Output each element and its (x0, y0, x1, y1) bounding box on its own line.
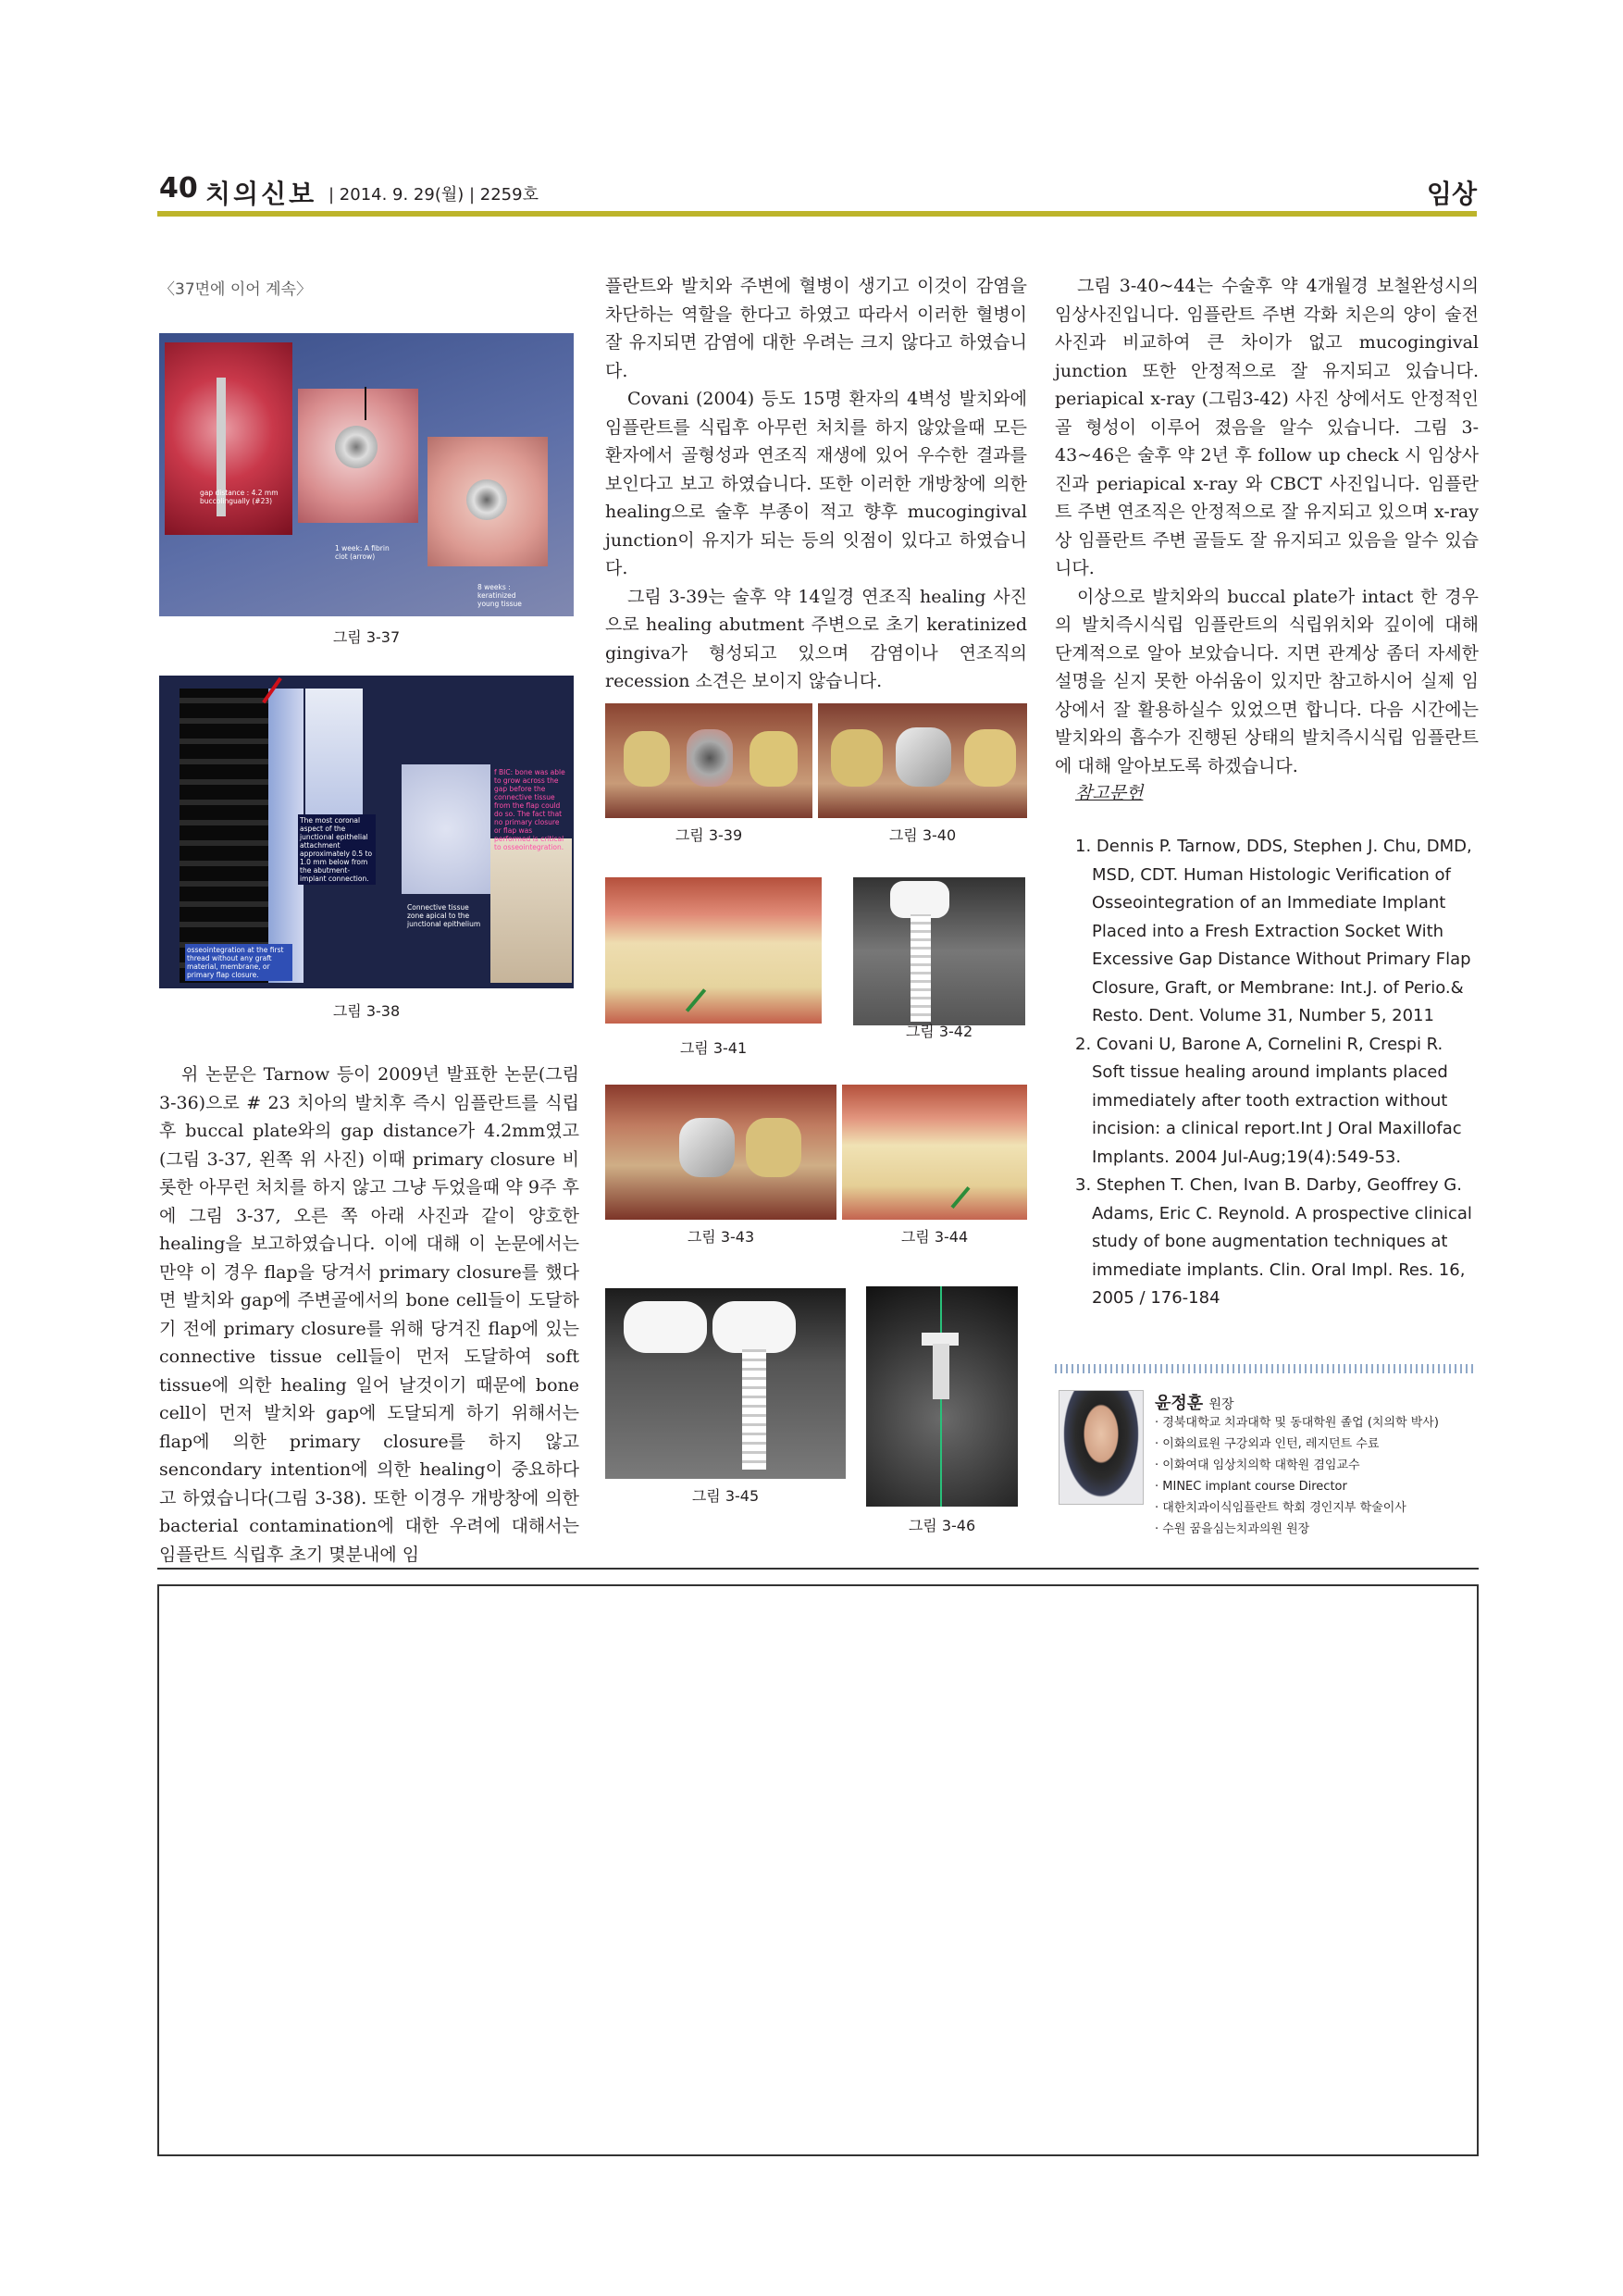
photo-socket (165, 342, 292, 535)
caption-3-46: 그림 3-46 (908, 1517, 976, 1534)
histology-implant (180, 689, 268, 983)
issue-date: | 2014. 9. 29(월) | 2259호 (328, 185, 539, 205)
label-1week: 1 week: A fibrin (335, 544, 390, 552)
author-credential: · 수원 꿈을심는치과의원 원장 (1155, 1522, 1310, 1536)
figure-3-39 (605, 703, 812, 818)
implant-xray (742, 1349, 766, 1470)
tooth-crown (750, 731, 798, 787)
label-connective: Connective tissue zone apical to the junctional epithelium (407, 903, 481, 928)
author-credential: · 대한치과이식임플란트 학회 경인지부 학술이사 (1155, 1501, 1406, 1515)
column2-paragraph-2: Covani (2004) 등도 15명 환자의 4벽성 발치와에 임플란트를 식립후 아무런 처치를 하지 않았을때 모든 환자에서 골형성과 연조직 재생에 있어 우수한 결과를 보인다고 보고 하였습니다. 또한 이러한 개방창에 의한 healing으로 술후 부종이 적고 향후 mucogingival junction이 유지가 되는 등의 잇점이 있다고 하였습니다. (605, 389, 1027, 578)
tooth-crown (624, 731, 670, 787)
author-credential: · 경북대학교 치과대학 및 동대학원 졸업 (치의학 박사) (1155, 1416, 1439, 1430)
author-name: 윤정훈 (1155, 1394, 1204, 1413)
implant-xray (911, 914, 931, 1022)
label-coronal: The most coronal aspect of the junctional epithelial attachment approximately 0.5 to 1.0 mm below from the abutment-implant connection. (298, 814, 376, 885)
column3-paragraph-2: 이상으로 발치와의 buccal plate가 intact 한 경우의 발치즉시식립 임플란트의 식립위치와 깊이에 대해 단계적으로 알아 보았습니다. 지면 관계상 좀더 자세한 설명을 싣지 못한 아쉬움이 있지만 참고하시어 실제 임상에서 잘 활용하실수 있었으면 합니다. 다음 시간에는 발치와의 흡수가 진행된 상태의 발치즉시식립 임플란트에 대해 알아보도록 하겠습니다. (1055, 586, 1479, 776)
crown-xray (712, 1301, 796, 1353)
author-title: 원장 (1208, 1397, 1234, 1412)
reference-item: 1. Dennis P. Tarnow, DDS, Stephen J. Chu, DMD, MSD, CDT. Human Histologic Verification of Osseointegration of an Immediate Implant Placed into a Fresh Extraction Socket With Excessive Gap Distance Without Primary Flap Closure, Graft, or Membrane: Int.J. of Perio.& Resto. Dent. Volume 31, Number 5, 2011 (1075, 837, 1472, 1025)
advertisement-box (157, 1584, 1479, 2156)
tooth-crown (831, 729, 883, 787)
histology-tissue (402, 764, 490, 894)
arrow-icon (365, 387, 366, 420)
column2-body (605, 272, 1027, 696)
author-photo (1059, 1390, 1144, 1505)
column1-body (159, 1061, 579, 1569)
figure-3-42 (853, 877, 1025, 1025)
caption-3-43: 그림 3-43 (687, 1228, 755, 1246)
column3-paragraph-1: 그림 3-40~44는 수술후 약 4개월경 보철완성시의 임상사진입니다. 임플란트 주변 각화 치은의 양이 술전 사진과 비교하여 큰 차이가 없고 mucogingival junction 또한 안정적으로 잘 유지되고 있습니다. periapical x-ray (그림3-42) 사진 상에서도 안정적인 골 형성이 이루어 졌음을 알수 있습니다. 그림 3-43~46은 술후 약 2년 후 follow up check 시 임상사진과 periapical x-ray 와 CBCT 사진입니다. 임플란트 주변 연조직은 안정적으로 잘 유지되고 있으며 x-ray상 임플란트 주변 골들도 잘 유지되고 있음을 알수 있습니다. (1055, 276, 1479, 578)
label-bucco: buccolingually (#23) (200, 497, 273, 505)
page-divider (157, 1568, 1479, 1570)
caption-3-37: 그림 3-37 (332, 628, 401, 646)
label-clot: clot (arrow) (335, 552, 376, 561)
figure-3-43 (605, 1085, 836, 1220)
caption-3-39: 그림 3-39 (675, 826, 743, 844)
figure-3-37 (159, 333, 574, 616)
column3-body (1055, 272, 1479, 780)
label-bic: f BIC: bone was able to grow across the gap before the connective tissue from the flap could do so. The fact that no primary closure or flap was performed is critical to osseointegration. (494, 768, 565, 851)
caption-3-45: 그림 3-45 (691, 1487, 760, 1505)
caption-3-38: 그림 3-38 (332, 1002, 401, 1020)
caption-3-42: 그림 3-42 (905, 1023, 973, 1040)
page-number: 40 (159, 172, 198, 205)
figure-3-46 (866, 1286, 1018, 1507)
histology-detail (490, 838, 572, 983)
label-gap: gap distance : 4.2 mm (200, 489, 279, 497)
figure-3-38 (159, 676, 574, 988)
column1-paragraph: 위 논문은 Tarnow 등이 2009년 발표한 논문(그림 3-36)으로 # 23 치아의 발치후 즉시 임플란트를 식립후 buccal plate와의 gap distance가 4.2mm였고(그림 3-37, 왼쪽 위 사진) 이때 primary closure 비롯한 아무런 처치를 하지 않고 그냥 두었을때 약 9주 후에 그림 3-37, 오른 쪽 아래 사진과 같이 양호한 healing을 보고하였습니다. 이에 대해 이 논문에서는 만약 이 경우 flap을 당겨서 primary closure를 했다면 발치와 gap에 주변골에서의 bone cell들이 도달하기 전에 primary closure를 위해 당겨진 flap에 있는 connective tissue cell들이 먼저 도달하여 soft tissue에 의한 healing 일어 날것이기 때문에 bone cell이 먼저 발치와 gap에 도달되게 하기 위해서는 flap에 의한 primary closure를 하지 않고 sencondary intention에 의한 healing이 중요하다고 하였습니다(그림 3-38). 또한 이경우 개방창에 의한 bacterial contamination에 대한 우려에 대해서는 임플란트 식립후 초기 몇분내에 임 (159, 1064, 579, 1565)
green-arrow-icon (950, 1186, 970, 1209)
header-rule (157, 211, 1477, 217)
continued-note: 〈37면에 이어 계속〉 (159, 280, 312, 299)
implant-cbct (933, 1344, 949, 1399)
green-arrow-icon (686, 988, 706, 1012)
healing-abutment (687, 729, 733, 787)
reference-item: 3. Stephen T. Chen, Ivan B. Darby, Geoffrey G. Adams, Eric C. Reynold. A prospective clinical study of bone augmentation techniques at immediate implants. Clin. Oral Impl. Res. 16, 2005 / 176-184 (1075, 1175, 1472, 1308)
author-credential: · MINEC implant course Director (1155, 1480, 1347, 1494)
crown-xray (890, 881, 949, 918)
column2-paragraph-1: 플란트와 발치와 주변에 혈병이 생기고 이것이 감염을 차단하는 역할을 한다고 하였고 따라서 이러한 혈병이 잘 유지되면 감염에 대한 우려는 크지 않다고 하였습니다. (605, 276, 1027, 381)
author-credential: · 이화의료원 구강외과 인턴, 레지던트 수료 (1155, 1437, 1380, 1451)
column2-paragraph-3: 그림 3-39는 술후 약 14일경 연조직 healing 사진으로 healing abutment 주변으로 초기 keratinized gingiva가 형성되고 있으며 감염이나 연조직의 recession 소견은 보이지 않습니다. (605, 586, 1027, 691)
references-list (1075, 833, 1479, 1313)
figure-3-40 (818, 703, 1027, 818)
label-8weeks: 8 weeks : (477, 583, 511, 591)
metal-crown (896, 727, 951, 787)
histology-zoom (305, 689, 363, 827)
figure-3-41 (605, 877, 822, 1024)
crown-xray (624, 1301, 707, 1353)
label-young: young tissue (477, 600, 522, 608)
reference-item: 2. Covani U, Barone A, Cornelini R, Crespi R. Soft tissue healing around implants placed immediately after tooth extraction without incision: a clinical report.Int J Oral Maxillofac Implants. 2004 Jul-Aug;19(4):549-53. (1075, 1034, 1462, 1167)
author-name-block (1155, 1390, 1234, 1414)
tooth-crown (964, 729, 1016, 787)
caption-3-40: 그림 3-40 (888, 826, 957, 844)
caption-3-44: 그림 3-44 (900, 1228, 969, 1246)
abutment-2 (466, 479, 507, 520)
paper-name: 치의신보 (205, 179, 317, 209)
label-osseo: osseointegration at the first thread without any graft material, membrane, or primary flap closure. (185, 944, 292, 981)
figure-3-45 (605, 1288, 846, 1479)
label-keratinized: keratinized (477, 591, 516, 600)
metal-crown (679, 1118, 735, 1177)
figure-3-44 (842, 1085, 1027, 1220)
tooth-crown (746, 1118, 801, 1177)
references-title: 참고문헌 (1075, 783, 1144, 803)
section-title: 임상 (1426, 179, 1477, 209)
abutment-1 (335, 426, 378, 468)
author-divider (1055, 1364, 1477, 1373)
caption-3-41: 그림 3-41 (679, 1039, 748, 1057)
author-credential: · 이화여대 임상치의학 대학원 겸임교수 (1155, 1458, 1360, 1472)
